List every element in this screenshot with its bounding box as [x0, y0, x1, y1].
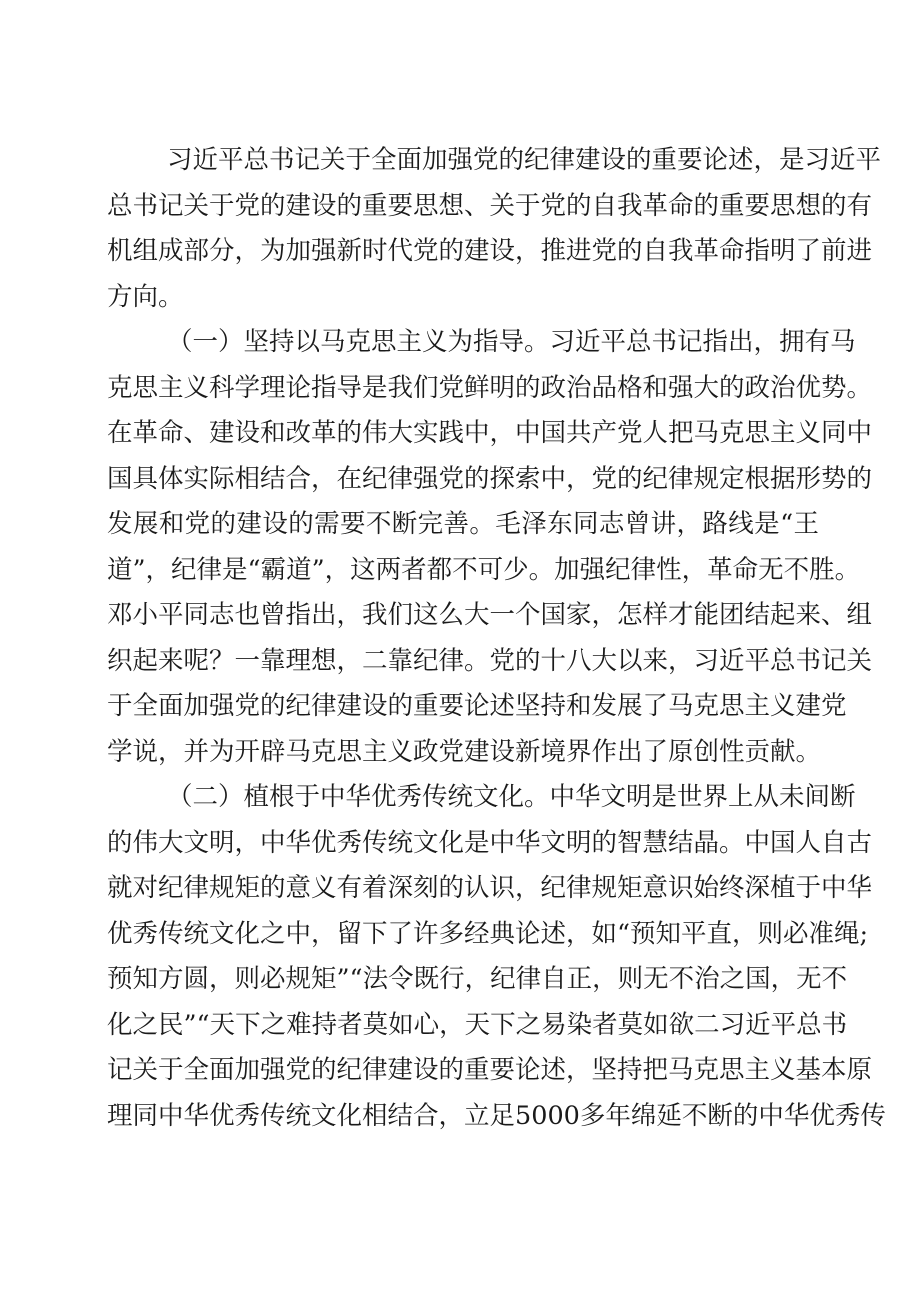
text-line: 习近平总书记关于全面加强党的纪律建设的重要论述，是习近平	[167, 145, 882, 175]
text-line: 理同中华优秀传统文化相结合，立足5000多年绵延不断的中华优秀传	[107, 1100, 886, 1131]
text-line: 方向。	[107, 281, 184, 312]
paragraph-intro	[107, 138, 882, 320]
text-line: 化之民”“天下之难持者莫如心，天下之易染者莫如欲二习近平总书	[107, 1009, 848, 1040]
text-line: 发展和党的建设的需要不断完善。毛泽东同志曾讲，路线是“王	[107, 509, 819, 539]
text-line: 邓小平同志也曾指出，我们这么大一个国家，怎样才能团结起来、组	[107, 600, 873, 630]
document-body	[107, 138, 886, 1139]
text-line: 克思主义科学理论指导是我们党鲜明的政治品格和强大的政治优势。	[107, 372, 873, 403]
text-line: 的伟大文明，中华优秀传统文化是中华文明的智慧结晶。中国人自古	[107, 827, 873, 858]
text-line: 学说，并为开辟马克思主义政党建设新境界作出了原创性贡献。	[107, 736, 822, 767]
text-line: 就对纪律规矩的意义有着深刻的认识，纪律规矩意识始终深植于中华	[107, 873, 873, 903]
text-line: 国具体实际相结合，在纪律强党的探索中，党的纪律规定根据形势的	[107, 463, 873, 494]
text-line: 机组成部分，为加强新时代党的建设，推进党的自我革命指明了前进	[107, 236, 873, 266]
text-line: 在革命、建设和改革的伟大实践中，中国共产党人把马克思主义同中	[107, 418, 873, 448]
text-line: （一）坚持以马克思主义为指导。习近平总书记指出，拥有马	[167, 327, 856, 357]
paragraph-traditional-culture	[107, 775, 886, 1139]
text-line: 织起来呢？一靠理想，二靠纪律。党的十八大以来，习近平总书记关	[107, 645, 873, 676]
text-line: 记关于全面加强党的纪律建设的重要论述，坚持把马克思主义基本原	[107, 1055, 873, 1085]
text-line: 优秀传统文化之中，留下了许多经典论述，如“预知平直，则必准绳;	[107, 918, 869, 949]
text-line: 于全面加强党的纪律建设的重要论述坚持和发展了马克思主义建党	[107, 691, 847, 721]
text-line: （二）植根于中华优秀传统文化。中华文明是世界上从未间断	[167, 782, 856, 812]
paragraph-marxism-guidance	[107, 320, 873, 775]
text-line: 总书记关于党的建设的重要思想、关于党的自我革命的重要思想的有	[107, 190, 873, 221]
text-line: 预知方圆，则必规矩”“法令既行，纪律自正，则无不治之国，无不	[107, 964, 848, 994]
text-line: 道”，纪律是“霸道”，这两者都不可少。加强纪律性，革命无不胜。	[107, 554, 861, 585]
